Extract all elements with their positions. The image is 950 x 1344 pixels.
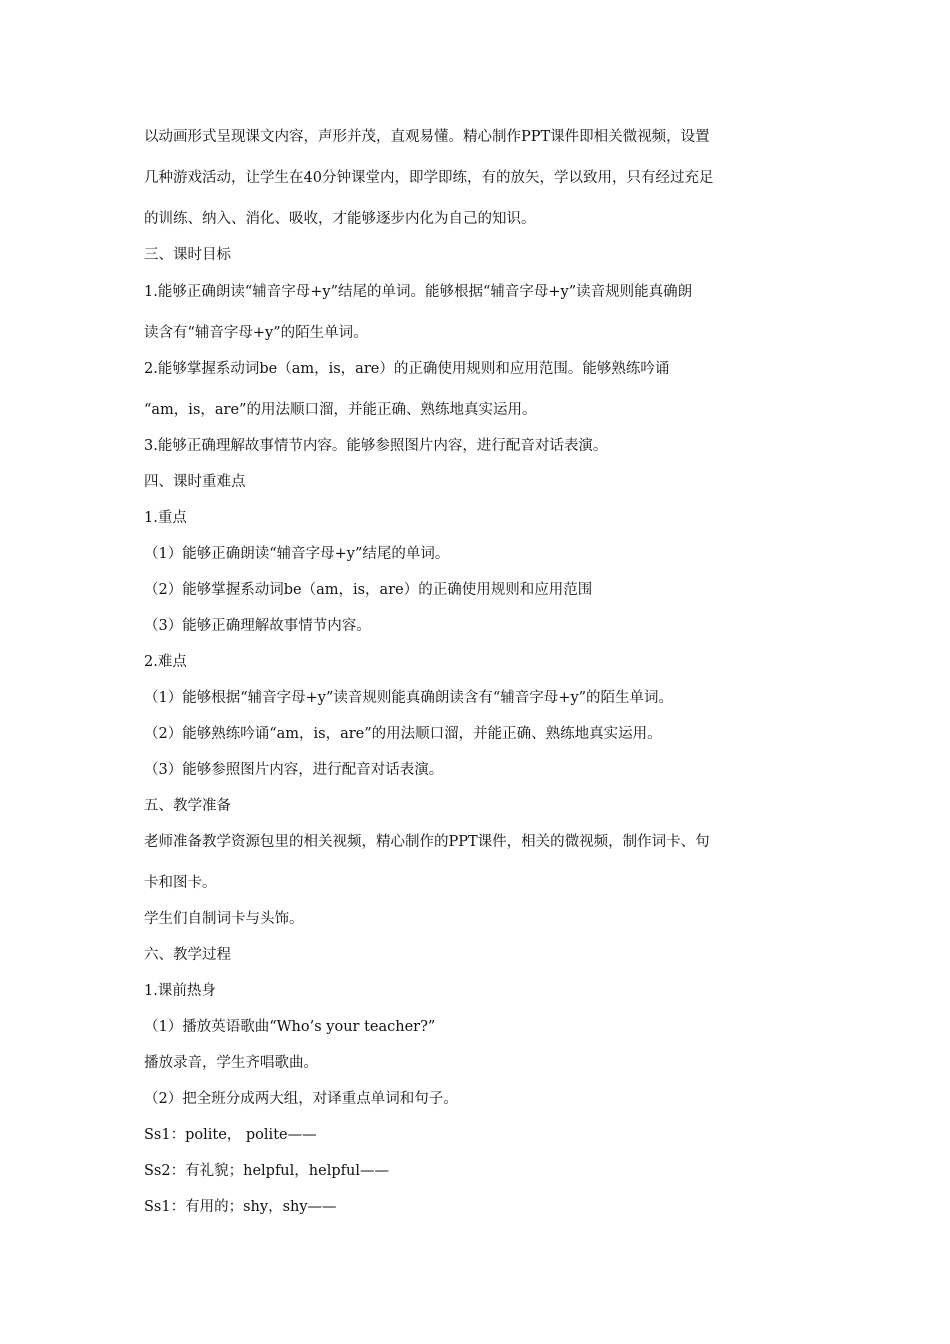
subheading: 2.难点 (144, 654, 187, 670)
section-heading: 三、课时目标 (144, 247, 231, 263)
dialogue-line: Ss2：有礼貌；helpful，helpful—— (144, 1163, 389, 1179)
list-item: （2）能够熟练吟诵“am，is，are”的用法顺口溜，并能正确、熟练地真实运用。 (144, 726, 662, 742)
list-item: （1）能够正确朗读“辅音字母+y”结尾的单词。 (144, 546, 450, 562)
paragraph-line: 几种游戏活动，让学生在40分钟课堂内，即学即练，有的放矢，学以致用，只有经过充足 (144, 170, 714, 186)
subheading: 1.重点 (144, 510, 187, 526)
paragraph-line: 的训练、纳入、消化、吸收，才能够逐步内化为自己的知识。 (144, 211, 536, 227)
section-heading: 四、课时重难点 (144, 474, 246, 490)
dialogue-line: Ss1：有用的；shy，shy—— (144, 1199, 337, 1215)
dialogue-line: Ss1：polite， polite—— (144, 1127, 317, 1143)
paragraph-line: 以动画形式呈现课文内容，声形并茂，直观易懂。精心制作PPT课件即相关微视频，设置 (144, 129, 710, 145)
paragraph-line: 卡和图卡。 (144, 875, 217, 891)
list-item: （3）能够正确理解故事情节内容。 (144, 618, 371, 634)
paragraph-line: 读含有“辅音字母+y”的陌生单词。 (144, 325, 368, 341)
subheading: 1.课前热身 (144, 983, 216, 999)
list-item: （1）能够根据“辅音字母+y”读音规则能真确朗读含有“辅音字母+y”的陌生单词。 (144, 690, 674, 706)
paragraph-line: “am，is，are”的用法顺口溜，并能正确、熟练地真实运用。 (144, 402, 537, 418)
list-item: （1）播放英语歌曲“Who’s your teacher?” (144, 1019, 436, 1035)
paragraph-line: 3.能够正确理解故事情节内容。能够参照图片内容，进行配音对话表演。 (144, 438, 608, 454)
section-heading: 五、教学准备 (144, 798, 231, 814)
paragraph-line: 2.能够掌握系动词be（am，is，are）的正确使用规则和应用范围。能够熟练吟诵 (144, 361, 670, 377)
section-heading: 六、教学过程 (144, 947, 231, 963)
list-item: （2）把全班分成两大组，对译重点单词和句子。 (144, 1091, 458, 1107)
paragraph-line: 学生们自制词卡与头饰。 (144, 911, 304, 927)
list-item: （3）能够参照图片内容，进行配音对话表演。 (144, 762, 444, 778)
list-item: （2）能够掌握系动词be（am，is，are）的正确使用规则和应用范围 (144, 582, 593, 598)
paragraph-line: 播放录音，学生齐唱歌曲。 (144, 1055, 318, 1071)
paragraph-line: 1.能够正确朗读“辅音字母+y”结尾的单词。能够根据“辅音字母+y”读音规则能真确朗 (144, 284, 693, 300)
paragraph-line: 老师准备教学资源包里的相关视频，精心制作的PPT课件，相关的微视频，制作词卡、句 (144, 834, 710, 850)
